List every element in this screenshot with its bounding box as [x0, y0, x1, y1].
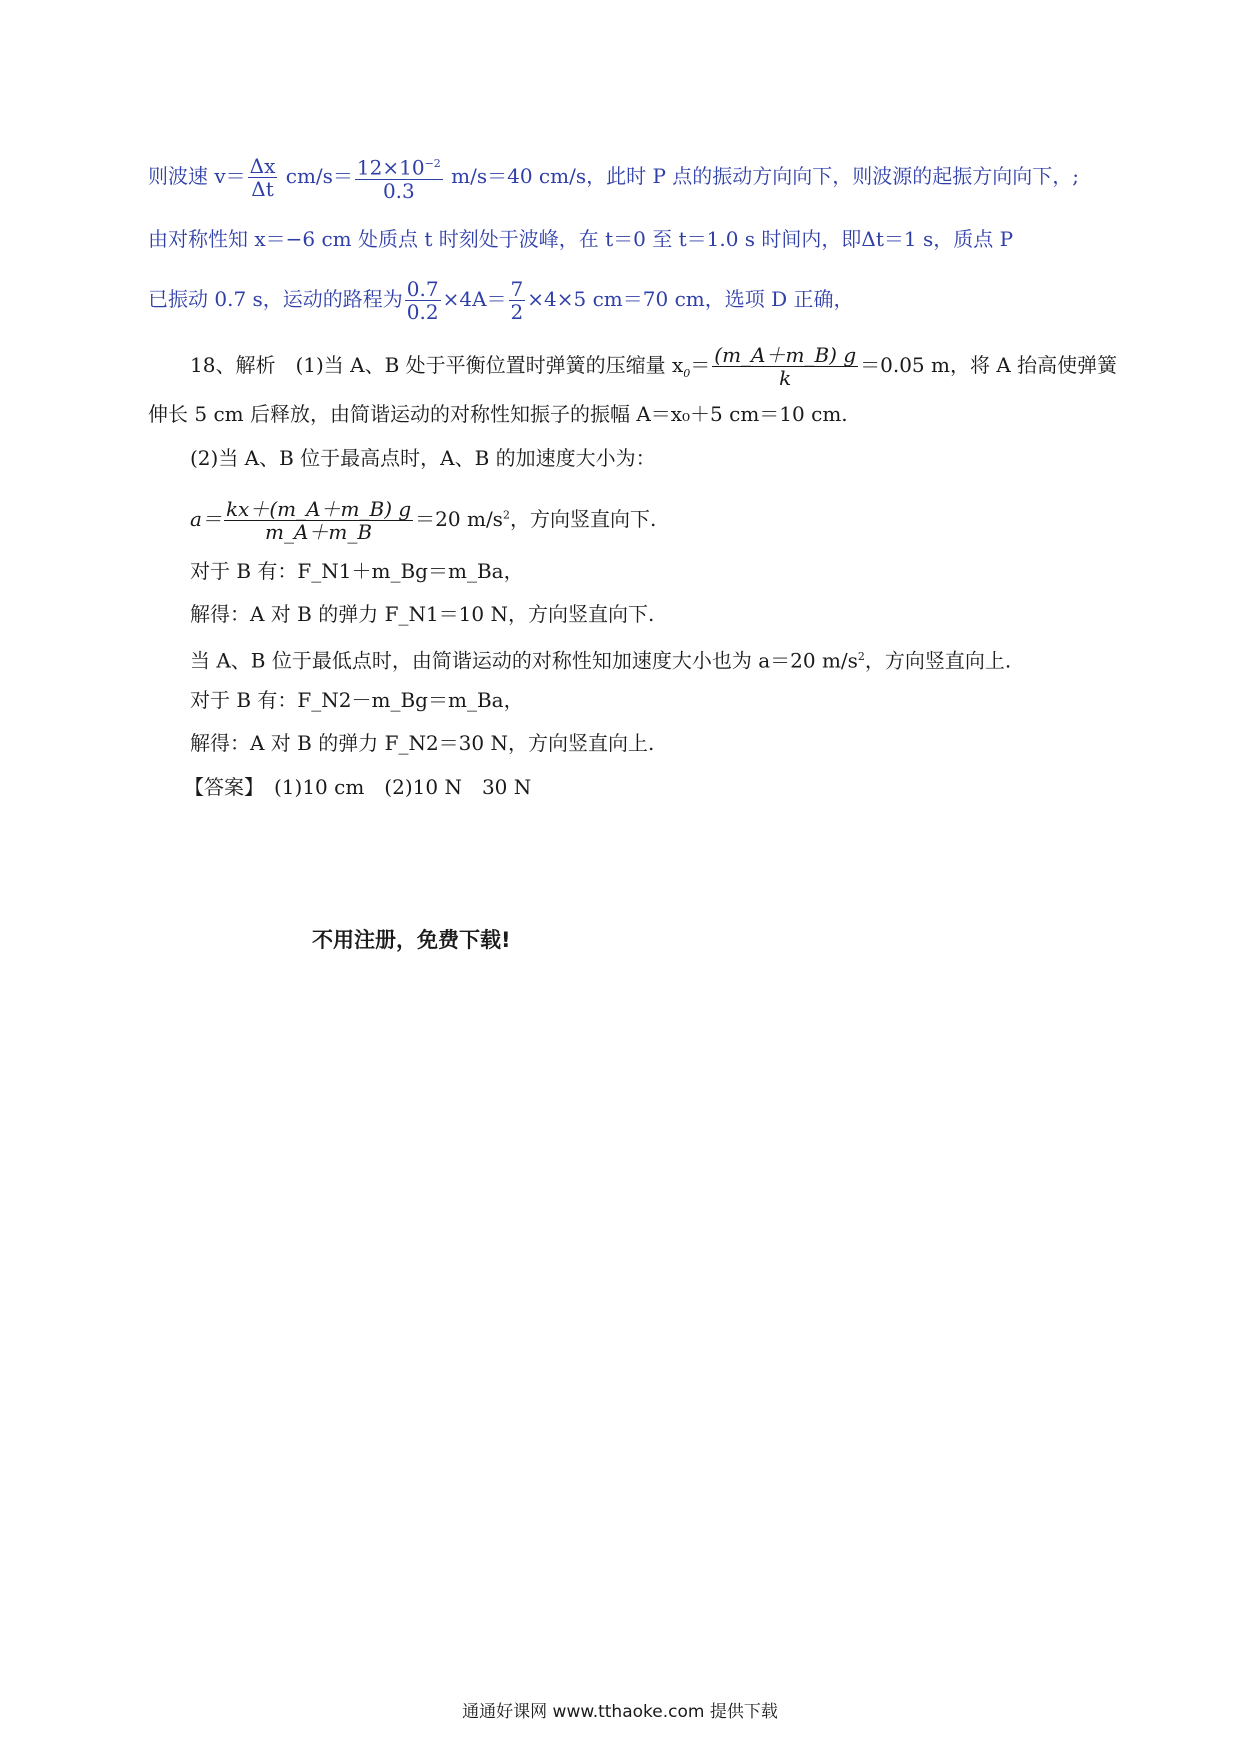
solution18-line4	[190, 498, 656, 543]
text: ×4A＝	[442, 287, 507, 311]
fraction-denominator: m_A＋m_B	[265, 520, 373, 544]
fraction-denominator: 0.3	[382, 178, 415, 203]
download-slogan: 不用注册，免费下载!	[312, 928, 511, 952]
fraction-numerator: kx＋(m_A＋m_B) g	[225, 497, 412, 521]
fraction-numerator: (m_A＋m_B) g	[714, 343, 857, 367]
page-footer: 通通好课网 www.tthaoke.com 提供下载	[462, 1702, 778, 1722]
text: ，方向竖直向上.	[864, 648, 1012, 673]
solution18-line3: (2)当 A、B 位于最高点时，A、B 的加速度大小为：	[190, 446, 656, 470]
subscript: 0	[683, 367, 691, 380]
fraction	[355, 153, 443, 202]
equals: ＝	[690, 353, 711, 377]
text: a＝	[190, 507, 222, 531]
text: 当 A、B 位于最低点时，由简谐运动的对称性知加速度大小也为 a＝20 m/s	[190, 648, 858, 673]
superscript: 2	[502, 508, 510, 522]
fraction-denominator: Δt	[251, 176, 274, 201]
solution18-line6: 解得：A 对 B 的弹力 F_N1＝10 N，方向竖直向下.	[190, 602, 655, 626]
text: ＝20 m/s	[415, 507, 503, 531]
text: 18、解析 (1)当 A、B 处于平衡位置时弹簧的压缩量 x	[190, 353, 684, 377]
text: 则波速 v＝	[148, 163, 246, 188]
text: cm/s＝	[279, 163, 353, 188]
exponent: −2	[424, 157, 441, 170]
text: ×4×5 cm＝70 cm，选项 D 正确，	[527, 287, 854, 311]
solution18-line7	[190, 643, 1011, 675]
fraction	[224, 498, 413, 543]
superscript: 2	[857, 650, 865, 663]
fraction	[509, 278, 526, 323]
numerator-base: 12×10	[356, 155, 425, 180]
fraction-numerator: 0.7	[406, 277, 439, 301]
fraction-denominator: k	[779, 366, 792, 390]
solution17-line3	[148, 278, 854, 323]
text: ＝0.05 m，将 A 抬高使弹簧	[860, 353, 1118, 377]
fraction	[248, 155, 278, 200]
fraction-numerator	[355, 153, 443, 180]
solution18-line2: 伸长 5 cm 后释放，由简谐运动的对称性知振子的振幅 A＝x₀＋5 cm＝10 cm.	[148, 402, 848, 426]
fraction-numerator: 7	[510, 277, 524, 301]
text: ，方向竖直向下.	[509, 507, 657, 531]
solution18-line8: 对于 B 有：F_N2－m_Bg＝m_Ba，	[190, 688, 524, 712]
solution18-line5: 对于 B 有：F_N1＋m_Bg＝m_Ba，	[190, 559, 524, 583]
solution18-line1	[190, 344, 1117, 389]
solution17-line2: 由对称性知 x＝−6 cm 处质点 t 时刻处于波峰，在 t＝0 至 t＝1.0 s 时间内，即Δt＝1 s，质点 P	[148, 227, 1014, 251]
fraction-denominator: 0.2	[406, 300, 439, 324]
solution17-line1	[148, 153, 1079, 202]
text: 已振动 0.7 s，运动的路程为	[148, 287, 403, 311]
fraction	[405, 278, 441, 323]
text: m/s＝40 cm/s，此时 P 点的振动方向向下，则波源的起振方向向下，;	[444, 163, 1080, 188]
fraction	[712, 344, 858, 389]
fraction-numerator: Δx	[249, 153, 276, 178]
fraction-denominator: 2	[510, 300, 524, 324]
answer-line: 【答案】 (1)10 cm (2)10 N 30 N	[184, 775, 532, 799]
solution18-line9: 解得：A 对 B 的弹力 F_N2＝30 N，方向竖直向上.	[190, 731, 655, 755]
